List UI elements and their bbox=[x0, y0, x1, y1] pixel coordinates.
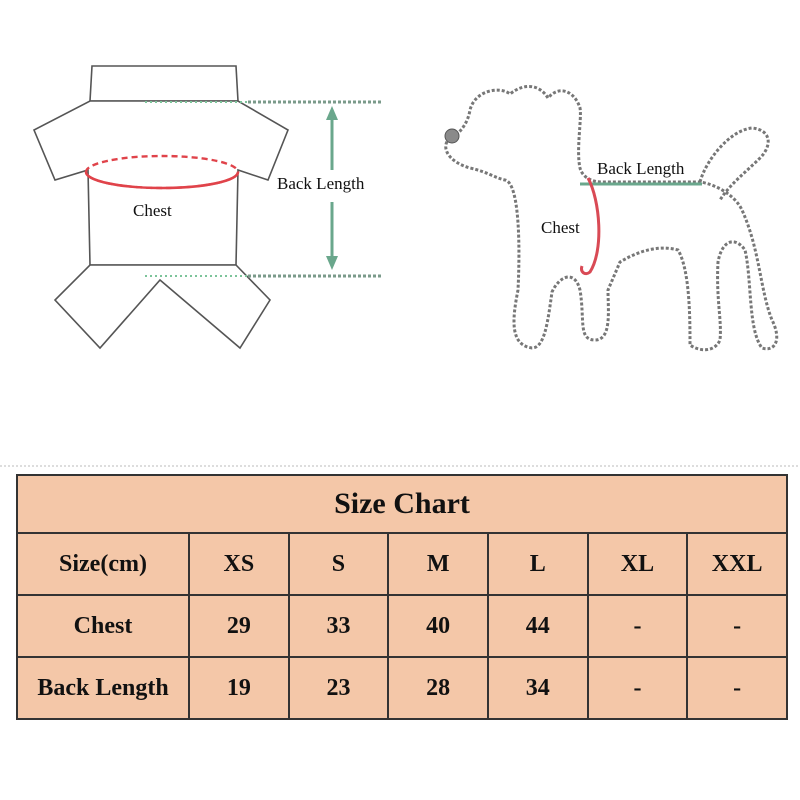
table-cell: - bbox=[588, 657, 688, 719]
header-cell: XXL bbox=[687, 533, 787, 595]
dog-chest-line bbox=[582, 178, 599, 274]
size-chart bbox=[16, 474, 788, 714]
garment-chest-label: Chest bbox=[133, 201, 172, 220]
table-cell: - bbox=[687, 595, 787, 657]
table-cell: 23 bbox=[289, 657, 389, 719]
garment-collar bbox=[90, 66, 238, 101]
garment-legs bbox=[55, 265, 270, 348]
row-label: Chest bbox=[17, 595, 189, 657]
table-cell: - bbox=[588, 595, 688, 657]
dog-nose bbox=[445, 129, 459, 143]
size-chart-title: Size Chart bbox=[17, 475, 787, 533]
header-cell: Size(cm) bbox=[17, 533, 189, 595]
size-chart-table bbox=[16, 474, 788, 720]
size-chart-title-row bbox=[17, 475, 787, 533]
table-cell: 44 bbox=[488, 595, 588, 657]
table-cell: - bbox=[687, 657, 787, 719]
garment-back-length-label: Back Length bbox=[277, 174, 365, 193]
dog-illustration bbox=[446, 86, 777, 349]
table-cell: 29 bbox=[189, 595, 289, 657]
dog-outline bbox=[446, 86, 777, 349]
header-cell: M bbox=[388, 533, 488, 595]
dog-chest-label: Chest bbox=[541, 218, 580, 237]
table-cell: 33 bbox=[289, 595, 389, 657]
dog-tail bbox=[700, 128, 768, 200]
table-row bbox=[17, 595, 787, 657]
row-label: Back Length bbox=[17, 657, 189, 719]
dog-back-length-label: Back Length bbox=[597, 159, 685, 178]
garment-body bbox=[34, 101, 288, 265]
table-cell: 19 bbox=[189, 657, 289, 719]
header-cell: XL bbox=[588, 533, 688, 595]
header-cell: XS bbox=[189, 533, 289, 595]
table-cell: 34 bbox=[488, 657, 588, 719]
header-cell: L bbox=[488, 533, 588, 595]
header-cell: S bbox=[289, 533, 389, 595]
size-chart-header-row bbox=[17, 533, 787, 595]
table-row bbox=[17, 657, 787, 719]
table-cell: 40 bbox=[388, 595, 488, 657]
table-cell: 28 bbox=[388, 657, 488, 719]
